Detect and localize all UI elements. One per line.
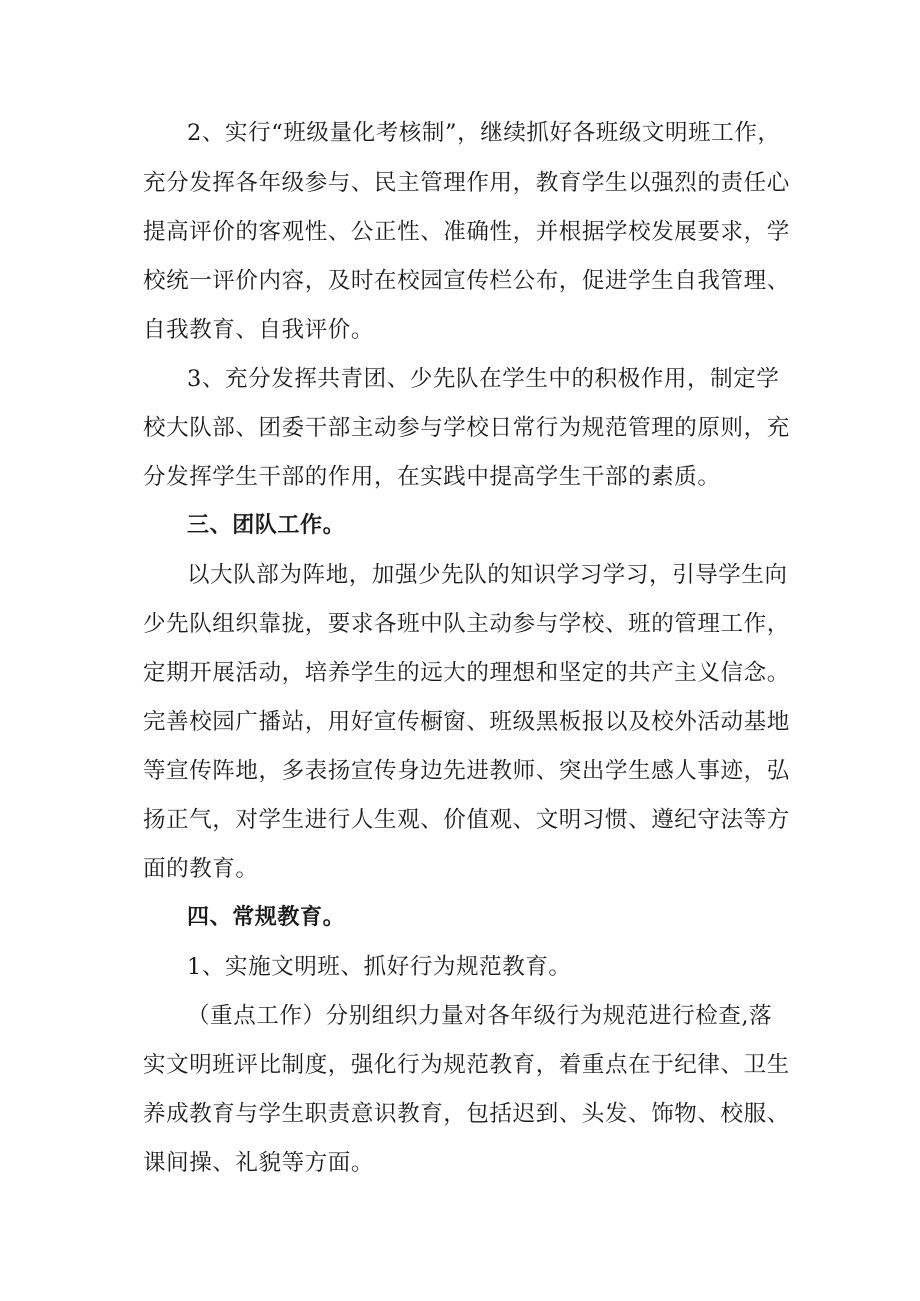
paragraph-line: 2、实行“班级量化考核制”，继续抓好各班级文明班工作， (187, 120, 781, 146)
paragraph-line: 自我教育、自我评价。 (143, 317, 375, 343)
paragraph-line: 少先队组织靠拢，要求各班中队主动参与学校、班的管理工作， (143, 611, 790, 637)
paragraph-line: 1、实施文明班、抓好行为规范教育。 (187, 954, 572, 980)
paragraph-line: 完善校园广播站，用好宣传橱窗、班级黑板报以及校外活动基地 (143, 709, 790, 735)
paragraph-line: 校统一评价内容，及时在校园宣传栏公布，促进学生自我管理、 (143, 268, 790, 294)
paragraph-line: 校大队部、团委干部主动参与学校日常行为规范管理的原则，充 (143, 415, 790, 441)
paragraph-line: 扬正气，对学生进行人生观、价值观、文明习惯、遵纪守法等方 (143, 807, 790, 833)
paragraph-line: 等宣传阵地，多表扬宣传身边先进教师、突出学生感人事迹，弘 (143, 758, 790, 784)
paragraph-line: 养成教育与学生职责意识教育，包括迟到、头发、饰物、校服、 (143, 1101, 790, 1127)
paragraph-line: 分发挥学生干部的作用，在实践中提高学生干部的素质。 (143, 464, 721, 490)
paragraph-line: 3、充分发挥共青团、少先队在学生中的积极作用，制定学 (187, 366, 780, 392)
paragraph-line: 面的教育。 (143, 856, 259, 882)
paragraph-line: 课间操、礼貌等方面。 (143, 1150, 375, 1176)
paragraph-line: （重点工作）分别组织力量对各年级行为规范进行检查,落 (187, 1003, 773, 1029)
paragraph-line: 实文明班评比制度，强化行为规范教育，着重点在于纪律、卫生 (143, 1052, 790, 1078)
paragraph-line: 定期开展活动，培养学生的远大的理想和坚定的共产主义信念。 (143, 660, 790, 686)
paragraph-line: 提高评价的客观性、公正性、准确性，并根据学校发展要求，学 (143, 219, 790, 245)
section-heading: 四、常规教育。 (187, 905, 346, 930)
section-heading: 三、团队工作。 (187, 513, 346, 538)
paragraph-line: 以大队部为阵地，加强少先队的知识学习学习，引导学生向 (187, 562, 788, 588)
paragraph-line: 充分发挥各年级参与、民主管理作用，教育学生以强烈的责任心 (143, 170, 790, 196)
